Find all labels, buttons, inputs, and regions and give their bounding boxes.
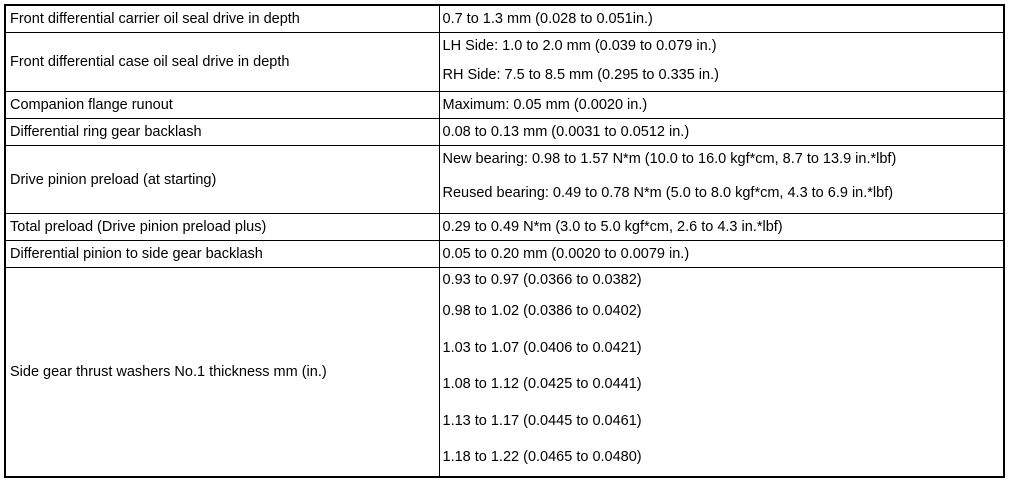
table-row [5,214,1004,241]
spec-value: 0.05 to 0.20 mm (0.0020 to 0.0079 in.) [439,241,1004,268]
spec-value-line: 1.13 to 1.17 (0.0445 to 0.0461) [442,412,642,429]
spec-label: Companion flange runout [5,92,439,119]
spec-value: 0.08 to 0.13 mm (0.0031 to 0.0512 in.) [439,119,1004,146]
table-row [5,241,1004,268]
spec-label: Front differential carrier oil seal drive in depth [5,5,439,33]
table-row [5,146,1004,214]
table-row [5,119,1004,146]
spec-value-line: 0.98 to 1.02 (0.0386 to 0.0402) [442,303,642,319]
spec-value-line: 1.03 to 1.07 (0.0406 to 0.0421) [442,339,642,356]
spec-value: 0.29 to 0.49 N*m (3.0 to 5.0 kgf*cm, 2.6 to 4.3 in.*lbf) [439,214,1004,241]
spec-value-line: Reused bearing: 0.49 to 0.78 N*m (5.0 to 8.0 kgf*cm, 4.3 to 6.9 in.*lbf) [442,185,894,201]
spec-value-line: New bearing: 0.98 to 1.57 N*m (10.0 to 16.0 kgf*cm, 8.7 to 13.9 in.*lbf) [442,151,897,167]
spec-label: Side gear thrust washers No.1 thickness mm (in.) [5,268,439,477]
spec-value [439,146,1004,214]
spec-value-line: RH Side: 7.5 to 8.5 mm (0.295 to 0.335 in.) [442,67,719,83]
spec-table [4,4,1005,478]
table-row [5,268,1004,477]
spec-value: 0.7 to 1.3 mm (0.028 to 0.051in.) [439,5,1004,33]
spec-value [439,268,1004,477]
spec-label: Drive pinion preload (at starting) [5,146,439,214]
spec-label: Front differential case oil seal drive in depth [5,33,439,92]
spec-value-line: 1.18 to 1.22 (0.0465 to 0.0480) [442,449,642,465]
table-row [5,5,1004,33]
spec-label: Differential ring gear backlash [5,119,439,146]
spec-value-line: 1.08 to 1.12 (0.0425 to 0.0441) [442,376,642,392]
spec-value-line: LH Side: 1.0 to 2.0 mm (0.039 to 0.079 in.) [442,38,717,54]
spec-value-line: 0.93 to 0.97 (0.0366 to 0.0382) [442,272,642,288]
spec-value: Maximum: 0.05 mm (0.0020 in.) [439,92,1004,119]
table-row [5,33,1004,92]
spec-label: Total preload (Drive pinion preload plus) [5,214,439,241]
spec-label: Differential pinion to side gear backlash [5,241,439,268]
table-row [5,92,1004,119]
spec-value [439,33,1004,92]
